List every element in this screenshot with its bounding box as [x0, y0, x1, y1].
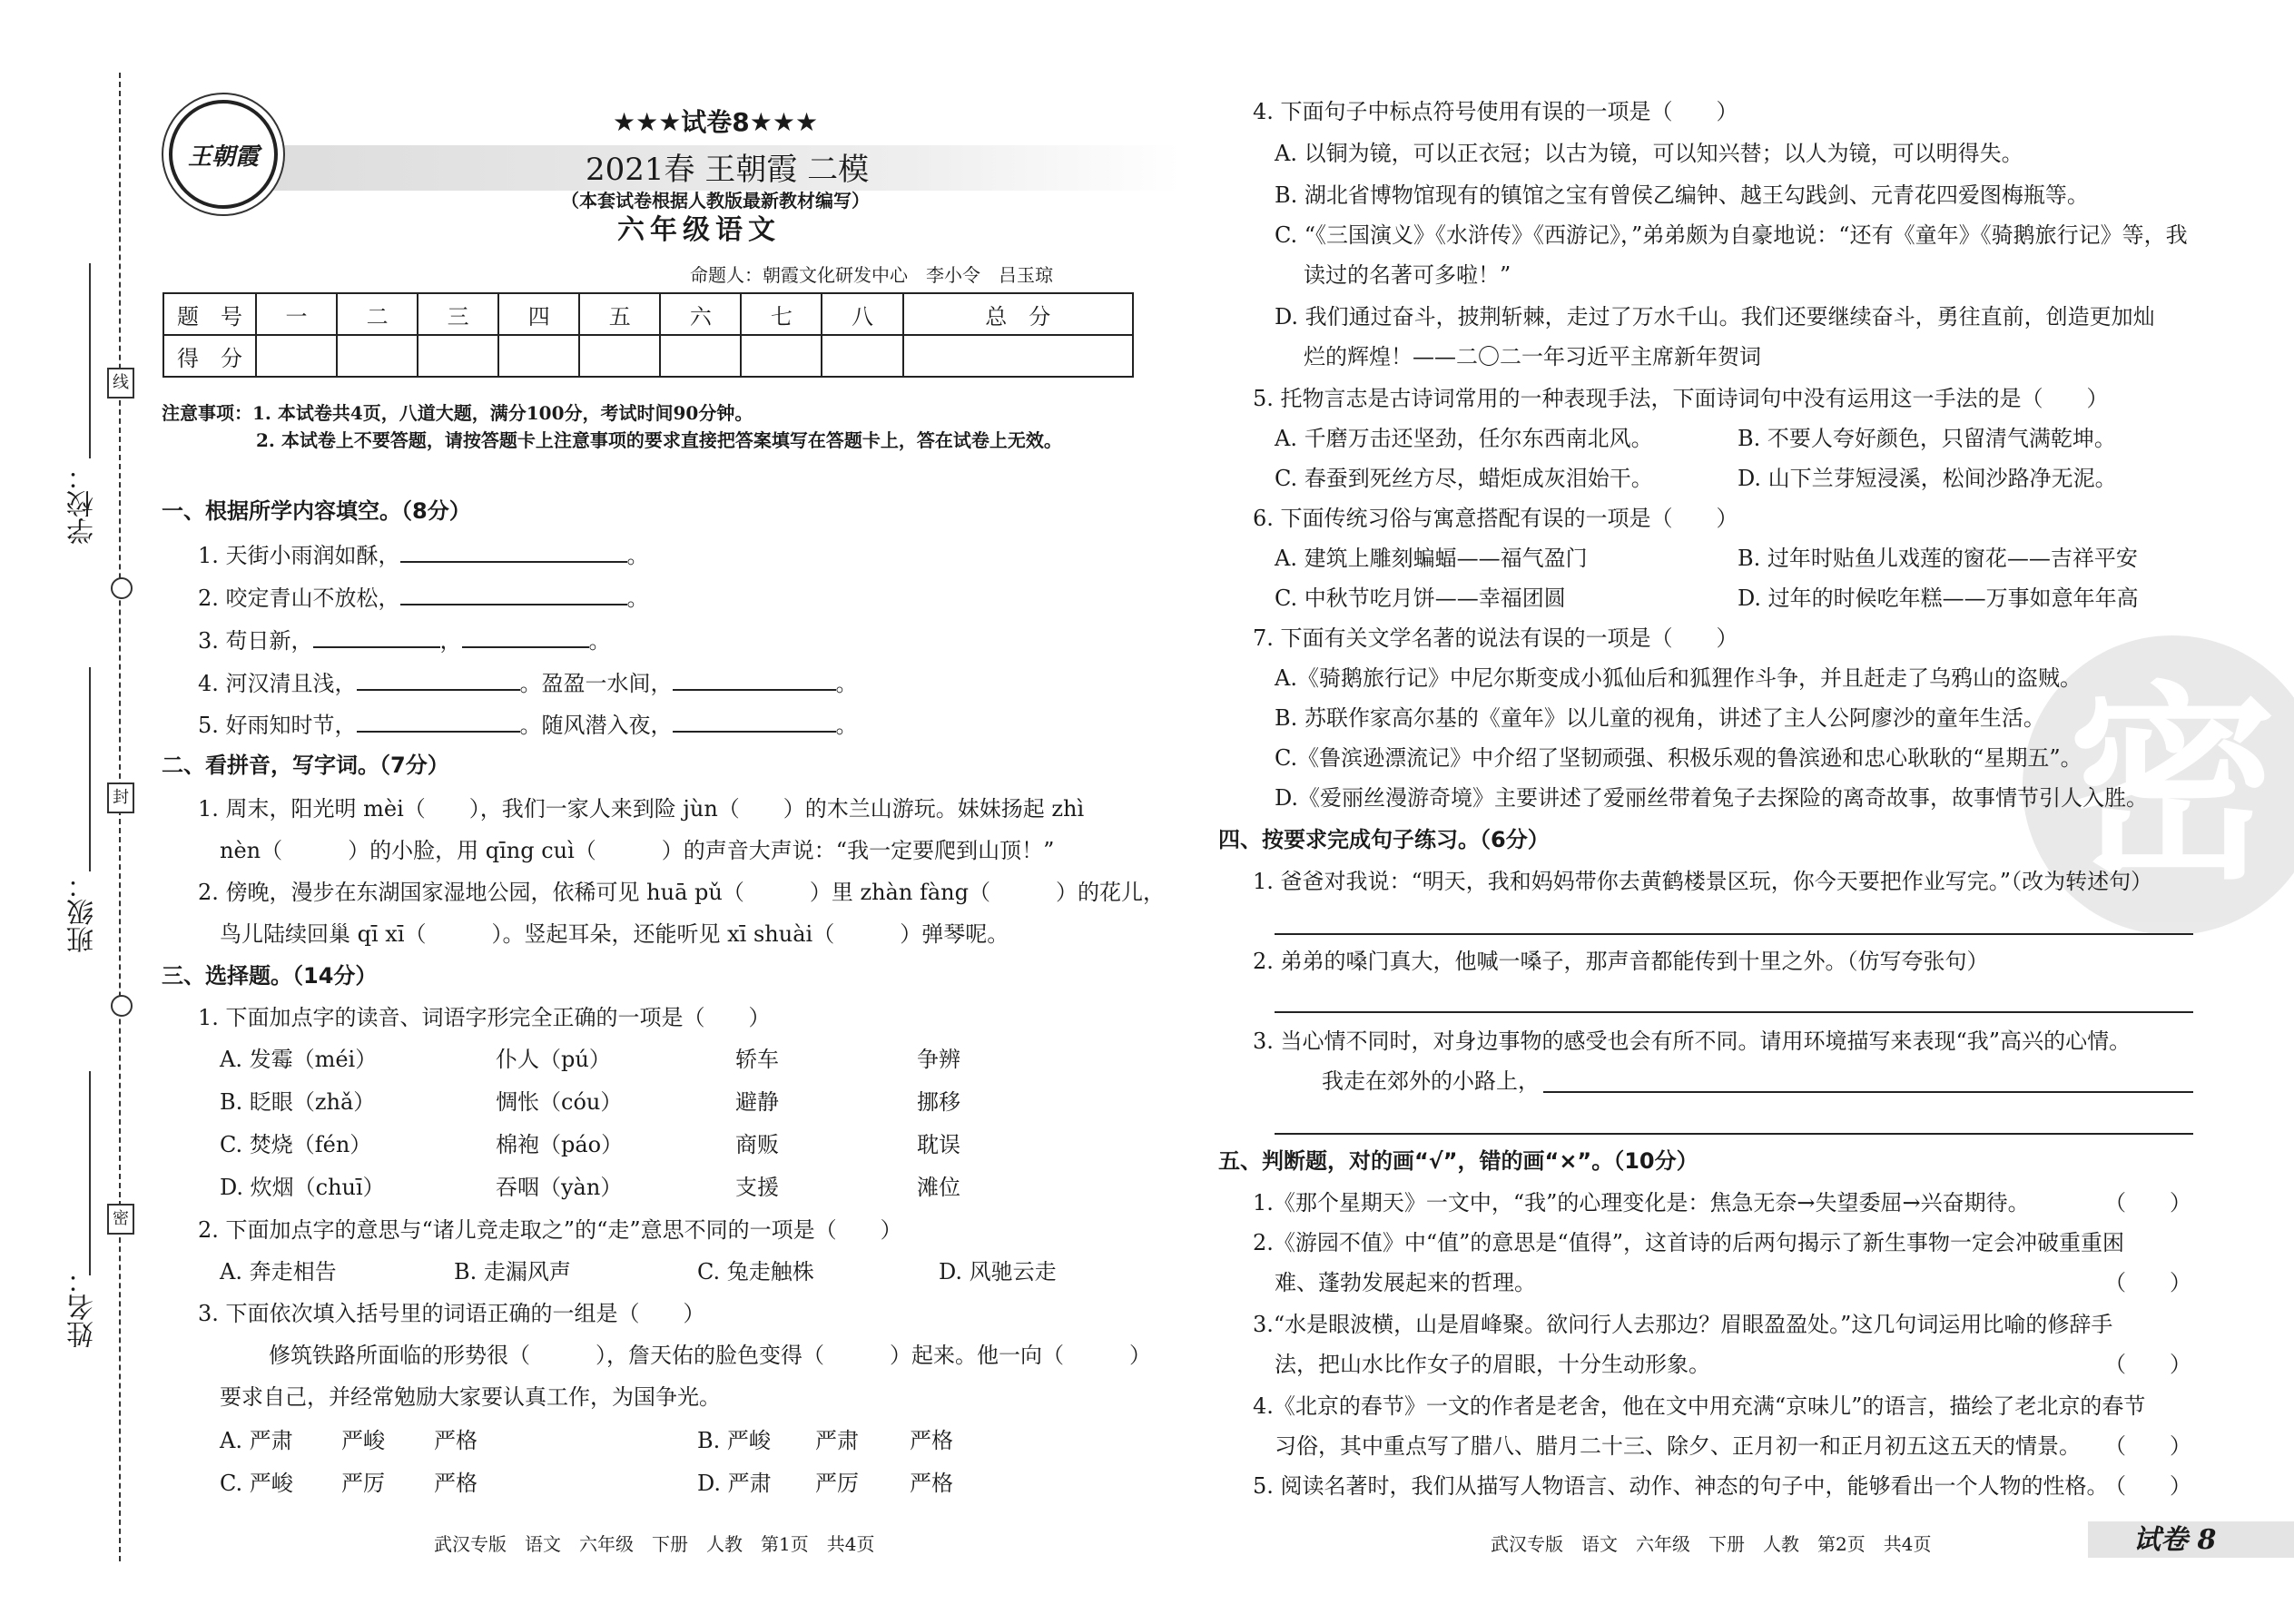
s3-q1-opt-b4: 挪移 — [917, 1089, 960, 1115]
section-2-title: 二、看拼音，写字词。（7分） — [162, 753, 449, 778]
note-2: 2. 本试卷上不要答题，请按答题卡上注意事项的要求直接把答案填写在答题卡上，答在试卷上无效。 — [256, 429, 1062, 451]
seal-circle-1 — [111, 577, 133, 599]
score-cell[interactable] — [822, 335, 902, 377]
score-header-cell: 八 — [822, 293, 902, 335]
r-q5-opt-b[interactable]: B. 不要人夸好颜色，只留清气满乾坤。 — [1738, 426, 2116, 451]
r-q5-opt-a[interactable]: A. 千磨万击还坚劲，任尔东西南北风。 — [1275, 426, 1653, 451]
s3-q1-opt-d4: 滩位 — [917, 1175, 960, 1200]
s5-q4-line1: 4.《北京的春节》一文的作者是老舍，他在文中用充满“京味儿”的语言，描绘了老北京的春节 — [1253, 1393, 2146, 1419]
score-cell[interactable] — [256, 335, 337, 377]
s3-q1-opt-b2: 惆怅（cóu） — [496, 1089, 623, 1115]
s5-q2-line1: 2.《游园不值》中“值”的意思是“值得”，这首诗的后两句揭示了新生事物一定会冲破重重困 — [1253, 1230, 2124, 1255]
score-header-cell: 六 — [660, 293, 741, 335]
r-q4-opt-c-line1[interactable]: C. “《三国演义》《水浒传》《西游记》，”弟弟颇为自豪地说：“还有《童年》《骑鹅旅行记》等，我 — [1275, 222, 2188, 248]
footer-badge: 试卷 8 — [2133, 1524, 2217, 1556]
s5-q4-line2: 习俗，其中重点写了腊八、腊月二十三、除夕、正月初一和正月初五这五天的情景。 — [1275, 1433, 2081, 1459]
s5-q3-answer[interactable]: （ ） — [2104, 1352, 2191, 1377]
s3-q2-opt-c[interactable]: C. 兔走触株 — [697, 1259, 814, 1284]
answer-line[interactable] — [1275, 1133, 2193, 1135]
answer-line[interactable] — [1275, 933, 2193, 935]
r-q4-opt-d-line2: 烂的辉煌！——二〇二一年习近平主席新年贺词 — [1304, 344, 1761, 369]
r-q6-opt-c[interactable]: C. 中秋节吃月饼——幸福团圆 — [1275, 586, 1566, 611]
binding-dashed-line — [119, 73, 121, 1561]
school-line — [89, 263, 91, 458]
score-header-cell: 总 分 — [903, 293, 1134, 335]
s3-q1-opt-b1[interactable]: B. 眨眼（zhǎ） — [220, 1089, 376, 1115]
score-cell[interactable] — [337, 335, 418, 377]
r-q6: 6. 下面传统习俗与寓意搭配有误的一项是（ ） — [1253, 506, 1738, 531]
answer-blank[interactable] — [313, 626, 440, 648]
r-q4: 4. 下面句子中标点符号使用有误的一项是（ ） — [1253, 99, 1738, 124]
s3-q3-opt-c3: 严格 — [434, 1471, 478, 1496]
answer-line[interactable] — [1275, 1011, 2193, 1013]
r-q7: 7. 下面有关文学名著的说法有误的一项是（ ） — [1253, 625, 1738, 651]
r-q5: 5. 托物言志是古诗词常用的一种表现手法，下面诗词句中没有运用这一手法的是（ ） — [1253, 386, 2109, 411]
s3-q3-opt-c2: 严厉 — [341, 1471, 385, 1496]
answer-blank[interactable] — [400, 541, 627, 563]
score-header-cell: 二 — [337, 293, 418, 335]
s5-q2-line2: 难、蓬勃发展起来的哲理。 — [1275, 1270, 1536, 1295]
s3-q1-opt-a3: 轿车 — [735, 1047, 779, 1072]
s5-q1-answer[interactable]: （ ） — [2104, 1190, 2191, 1216]
s3-q1-opt-a2: 仆人（pú） — [496, 1047, 611, 1072]
seal-mark-secret: 密 — [107, 1204, 134, 1235]
s3-q3-opt-d1[interactable]: D. 严肃 — [697, 1471, 772, 1496]
exam-subtitle: （本套试卷根据人教版最新教材编写） — [561, 190, 870, 212]
r-q7-opt-b[interactable]: B. 苏联作家高尔基的《童年》以儿童的视角，讲述了主人公阿廖沙的童年生活。 — [1275, 705, 2045, 731]
exam-title: 2021春 王朝霞 二模 — [586, 152, 870, 188]
r-q4-opt-b[interactable]: B. 湖北省博物馆现有的镇馆之宝有曾侯乙编钟、越王勾践剑、元青花四爱图梅瓶等。 — [1275, 182, 2089, 208]
s5-q4-answer[interactable]: （ ） — [2104, 1433, 2191, 1459]
s3-q3-line-2: 要求自己，并经常勉励大家要认真工作，为国争光。 — [220, 1384, 721, 1410]
s3-q1-opt-a4: 争辨 — [917, 1047, 960, 1072]
answer-blank[interactable] — [357, 711, 520, 733]
name-label: 姓名： — [67, 1266, 99, 1348]
r-q6-opt-d[interactable]: D. 过年的时候吃年糕——万事如意年年高 — [1738, 586, 2139, 611]
exam-stars-title: ★★★试卷8★★★ — [613, 107, 819, 137]
s3-q2: 2. 下面加点字的意思与“诸儿竞走取之”的“走”意思不同的一项是（ ） — [198, 1217, 902, 1243]
note-1: 注意事项：1. 本试卷共4页，八道大题，满分100分，考试时间90分钟。 — [162, 402, 753, 424]
s4-q1: 1. 爸爸对我说：“明天，我和妈妈带你去黄鹤楼景区玩，你今天要把作业写完。”（改为转述句） — [1253, 869, 2153, 894]
score-cell[interactable] — [498, 335, 579, 377]
s3-q3-opt-b1[interactable]: B. 严峻 — [697, 1428, 771, 1453]
s3-q1-opt-c2: 棉袍（páo） — [496, 1132, 624, 1157]
score-header-cell: 四 — [498, 293, 579, 335]
section-3-title: 三、选择题。（14分） — [162, 963, 378, 989]
s4-q2: 2. 弟弟的嗓门真大，他喊一嗓子，那声音都能传到十里之外。（仿写夸张句） — [1253, 949, 1989, 974]
score-row-label: 得 分 — [163, 335, 256, 377]
s3-q1-opt-c3: 商贩 — [735, 1132, 779, 1157]
score-cell[interactable] — [660, 335, 741, 377]
s3-q3-opt-d3: 严格 — [910, 1471, 953, 1496]
section-1-title: 一、根据所学内容填空。（8分） — [162, 498, 471, 524]
logo-text: 王朝霞 — [187, 143, 259, 171]
score-cell[interactable] — [903, 335, 1134, 377]
name-line — [89, 1071, 91, 1275]
r-q4-opt-d-line1[interactable]: D. 我们通过奋斗，披荆斩棘，走过了万水千山。我们还要继续奋斗，勇往直前，创造更加灿 — [1275, 304, 2155, 330]
s1-q2: 2. 咬定青山不放松， 。 — [198, 586, 649, 611]
s4-q3b: 我走在郊外的小路上， — [1322, 1068, 1540, 1094]
s3-q1-opt-c4: 耽误 — [917, 1132, 960, 1157]
answer-blank[interactable] — [673, 669, 836, 691]
exam-authors: 命题人：朝霞文化研发中心 李小令 吕玉琼 — [690, 264, 1053, 286]
s2-line-4: 鸟儿陆续回巢 qī xī（ ）。竖起耳朵，还能听见 xī shuài（ ）弹琴呢。 — [220, 921, 1009, 947]
score-header-cell: 五 — [579, 293, 660, 335]
s3-q3-opt-d2: 严厉 — [815, 1471, 859, 1496]
brand-logo — [169, 100, 278, 209]
class-line — [89, 667, 91, 871]
r-q4-opt-a[interactable]: A. 以铜为镜，可以正衣冠；以古为镜，可以知兴替；以人为镜，可以明得失。 — [1275, 141, 2023, 166]
s3-q3-opt-a3: 严格 — [434, 1428, 478, 1453]
r-q7-opt-d[interactable]: D.《爱丽丝漫游奇境》主要讲述了爱丽丝带着兔子去探险的离奇故事，故事情节引人入胜。 — [1275, 785, 2149, 811]
footer-left: 武汉专版 语文 六年级 下册 人教 第1页 共4页 — [434, 1533, 875, 1555]
s3-q1-opt-a1[interactable]: A. 发霉（méi） — [220, 1047, 378, 1072]
s3-q1-opt-c1[interactable]: C. 焚烧（fén） — [220, 1132, 372, 1157]
s3-q3: 3. 下面依次填入括号里的词语正确的一组是（ ） — [198, 1301, 705, 1326]
s5-q1: 1.《那个星期天》一文中，“我”的心理变化是：焦急无奈→失望委屈→兴奋期待。 — [1253, 1190, 2030, 1216]
answer-blank[interactable] — [357, 669, 520, 691]
answer-blank[interactable] — [462, 626, 589, 648]
answer-line[interactable] — [1543, 1091, 2193, 1093]
school-label: 学校： — [67, 463, 99, 545]
s4-q3: 3. 当心情不同时，对身边事物的感受也会有所不同。请用环境描写来表现“我”高兴的心情。 — [1253, 1029, 2132, 1054]
s1-q5: 5. 好雨知时节， 。随风潜入夜， 。 — [198, 713, 858, 738]
seal-mark-line: 线 — [107, 368, 134, 399]
answer-blank[interactable] — [673, 711, 836, 733]
s3-q3-opt-b2: 严肃 — [815, 1428, 859, 1453]
s5-q3-line1: 3.“水是眼波横，山是眉峰聚。欲问行人去那边？眉眼盈盈处。”这几句词运用比喻的修辞手 — [1253, 1312, 2113, 1337]
score-cell[interactable] — [741, 335, 822, 377]
s3-q3-line-1: 修筑铁路所面临的形势很（ ），詹天佑的脸色变得（ ）起来。他一向（ ） — [269, 1343, 1151, 1368]
s5-q2-answer[interactable]: （ ） — [2104, 1270, 2191, 1295]
stamp-text: 密 — [2068, 663, 2278, 908]
s3-q2-opt-d[interactable]: D. 风驰云走 — [939, 1259, 1057, 1284]
score-header-cell: 三 — [418, 293, 498, 335]
s3-q1-opt-b3: 避静 — [735, 1089, 779, 1115]
score-table — [162, 292, 1134, 378]
s3-q1-opt-d3: 支援 — [735, 1175, 779, 1200]
s3-q3-opt-c1[interactable]: C. 严峻 — [220, 1471, 293, 1496]
section-5-title: 五、判断题，对的画“√”，错的画“×”。（10分） — [1218, 1148, 1698, 1174]
s3-q1: 1. 下面加点字的读音、词语字形完全正确的一项是（ ） — [198, 1005, 771, 1030]
s1-q3: 3. 苟日新， ， 。 — [198, 628, 611, 654]
s2-line-3: 2. 傍晚，漫步在东湖国家湿地公园，依稀可见 huā pǔ（ ）里 zhàn fàng（ ）的花儿， — [198, 880, 1165, 905]
s5-q5: 5. 阅读名著时，我们从描写人物语言、动作、神态的句子中，能够看出一个人物的性格。 — [1253, 1473, 2109, 1499]
r-q4-opt-c-line2: 读过的名著可多啦！” — [1304, 262, 1511, 288]
r-q6-opt-a[interactable]: A. 建筑上雕刻蝙蝠——福气盈门 — [1275, 546, 1588, 571]
section-4-title: 四、按要求完成句子练习。（6分） — [1218, 827, 1550, 852]
s1-q4: 4. 河汉清且浅， 。盈盈一水间， 。 — [198, 671, 858, 696]
r-q7-opt-a[interactable]: A.《骑鹅旅行记》中尼尔斯变成小狐仙后和狐狸作斗争，并且赶走了乌鸦山的盗贼。 — [1275, 665, 2082, 691]
score-cell[interactable] — [579, 335, 660, 377]
s1-q1: 1. 天街小雨润如酥， 。 — [198, 543, 649, 568]
score-header-cell: 题 号 — [163, 293, 256, 335]
s3-q1-opt-d1[interactable]: D. 炊烟（chuī） — [220, 1175, 385, 1200]
r-q6-opt-b[interactable]: B. 过年时贴鱼儿戏莲的窗花——吉祥平安 — [1738, 546, 2138, 571]
score-cell[interactable] — [418, 335, 498, 377]
s3-q3-opt-a1[interactable]: A. 严肃 — [220, 1428, 293, 1453]
r-q7-opt-c[interactable]: C.《鲁滨逊漂流记》中介绍了坚韧顽强、积极乐观的鲁滨逊和忠心耿耿的“星期五”。 — [1275, 745, 2082, 771]
seal-mark-seal: 封 — [107, 782, 134, 813]
s3-q2-opt-a[interactable]: A. 奔走相告 — [220, 1259, 337, 1284]
score-header-cell: 一 — [256, 293, 337, 335]
s5-q3-line2: 法，把山水比作女子的眉眼，十分生动形象。 — [1275, 1352, 1710, 1377]
score-header-cell: 七 — [741, 293, 822, 335]
s3-q3-opt-a2: 严峻 — [341, 1428, 385, 1453]
answer-blank[interactable] — [400, 584, 627, 605]
class-label: 班级： — [67, 871, 99, 953]
exam-subject: 六年级语文 — [617, 214, 781, 246]
s2-line-1: 1. 周末，阳光明 mèi（ ），我们一家人来到险 jùn（ ）的木兰山游玩。妹妹扬起 zhì — [198, 796, 1085, 822]
s3-q2-opt-b[interactable]: B. 走漏风声 — [454, 1259, 571, 1284]
s3-q1-opt-d2: 吞咽（yàn） — [496, 1175, 623, 1200]
s3-q3-opt-b3: 严格 — [910, 1428, 953, 1453]
seal-circle-2 — [111, 995, 133, 1017]
r-q5-opt-c[interactable]: C. 春蚕到死丝方尽，蜡炬成灰泪始干。 — [1275, 466, 1653, 491]
s2-line-2: nèn（ ）的小脸，用 qīng cuì（ ）的声音大声说：“我一定要爬到山顶！” — [220, 838, 1055, 863]
r-q5-opt-d[interactable]: D. 山下兰芽短浸溪，松间沙路净无泥。 — [1738, 466, 2117, 491]
s5-q5-answer[interactable]: （ ） — [2104, 1473, 2191, 1499]
footer-right: 武汉专版 语文 六年级 下册 人教 第2页 共4页 — [1491, 1533, 1932, 1555]
